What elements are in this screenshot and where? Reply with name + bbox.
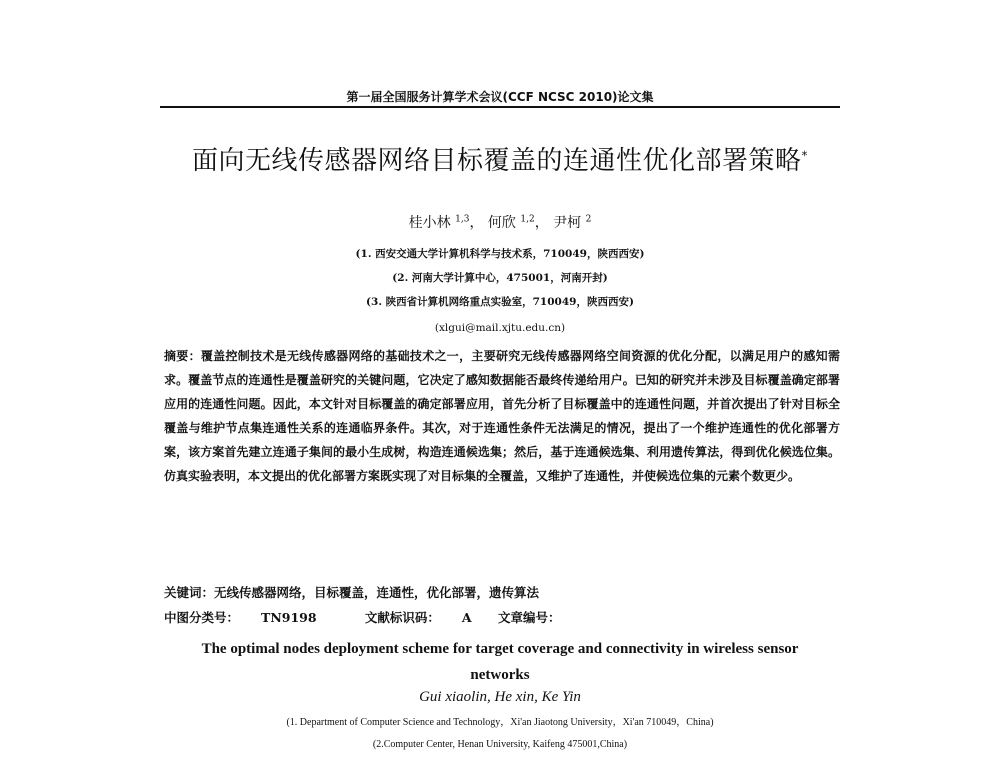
paper-title-en: The optimal nodes deployment scheme for target coverage and connectivity in wireless sensor networks (201, 641, 799, 683)
abstract-text: 覆盖控制技术是无线传感器网络的基础技术之一，主要研究无线传感器网络空间资源的优化分配，以满足用户的感知需求。覆盖节点的连通性是覆盖研究的关键问题，它决定了感知数据能否最终传递给用户。已知的研究并未涉及目标覆盖确定部署应用的连通性问题。因此，本文针对目标覆盖的确定部署应用，首先分析了目标覆盖中的连通性问题，并首次提出了针对目标全覆盖与维护节点集连通性关系的连通临界条件。其次，对于连通性条件无法满足的情况，提出了一个维护连通性的优化部署方案，该方案首先建立连通子集间的最小生成树，构造连通候选集；然后，基于连通候选集、利用遗传算法，得到优化候选位集。仿真实验表明，本文提出的优化部署方案既实现了对目标集的全覆盖，又维护了连通性，并使候选位集的元素个数更少。 (164, 349, 840, 483)
contact-email: (xlgui@mail.xjtu.edu.cn) (434, 322, 566, 334)
article-no-label: 文章编号： (497, 610, 561, 625)
doc-code-value: A (461, 610, 472, 625)
affiliation-en-2: (2.Computer Center, Henan University, Kaifeng 475001,China) (372, 739, 628, 750)
author-name: 何欣 (487, 215, 516, 231)
abstract (164, 344, 840, 488)
clc-field (164, 610, 339, 625)
title-text: 面向无线传感器网络目标覆盖的连通性优化部署策略 (191, 146, 802, 176)
author-list-cn (300, 212, 700, 232)
running-head: 第一届全国服务计算学术会议(CCF NCSC 2010)论文集 (346, 90, 654, 104)
author-separator: ， (534, 215, 549, 231)
author-affiliation-mark: 1,2 (520, 214, 535, 225)
author-affiliation-mark: 2 (585, 214, 592, 225)
affiliation-en-1: (1. Department of Computer Science and Technology，Xi'an Jiaotong University，Xi'an 710049，China) (286, 717, 714, 728)
author-name: 尹柯 (553, 215, 582, 231)
title-footnote-mark: * (801, 148, 808, 163)
doc-code-label: 文献标识码： (364, 610, 440, 625)
paper-title-cn (100, 140, 900, 177)
affiliation-2: (2. 河南大学计算中心，475001，河南开封) (392, 272, 608, 284)
affiliation-1: (1. 西安交通大学计算机科学与技术系，710049，陕西西安) (355, 248, 645, 260)
abstract-label: 摘要： (164, 349, 201, 363)
author-affiliation-mark: 1,3 (455, 214, 470, 225)
clc-label: 中图分类号： (164, 610, 240, 625)
doc-code-field (365, 610, 583, 625)
author-list-en: Gui xiaolin, He xin, Ke Yin (419, 689, 581, 705)
keywords-text: 无线传感器网络，目标覆盖，连通性，优化部署，遗传算法 (214, 585, 540, 600)
keywords (164, 583, 840, 601)
keywords-label: 关键词： (164, 585, 215, 600)
clc-value: TN9198 (261, 610, 317, 625)
author-name: 桂小林 (408, 215, 451, 231)
affiliation-3: (3. 陕西省计算机网络重点实验室，710049，陕西西安) (366, 296, 634, 308)
classification-line (164, 608, 840, 626)
author-separator: ， (469, 215, 484, 231)
header-rule (160, 106, 840, 108)
